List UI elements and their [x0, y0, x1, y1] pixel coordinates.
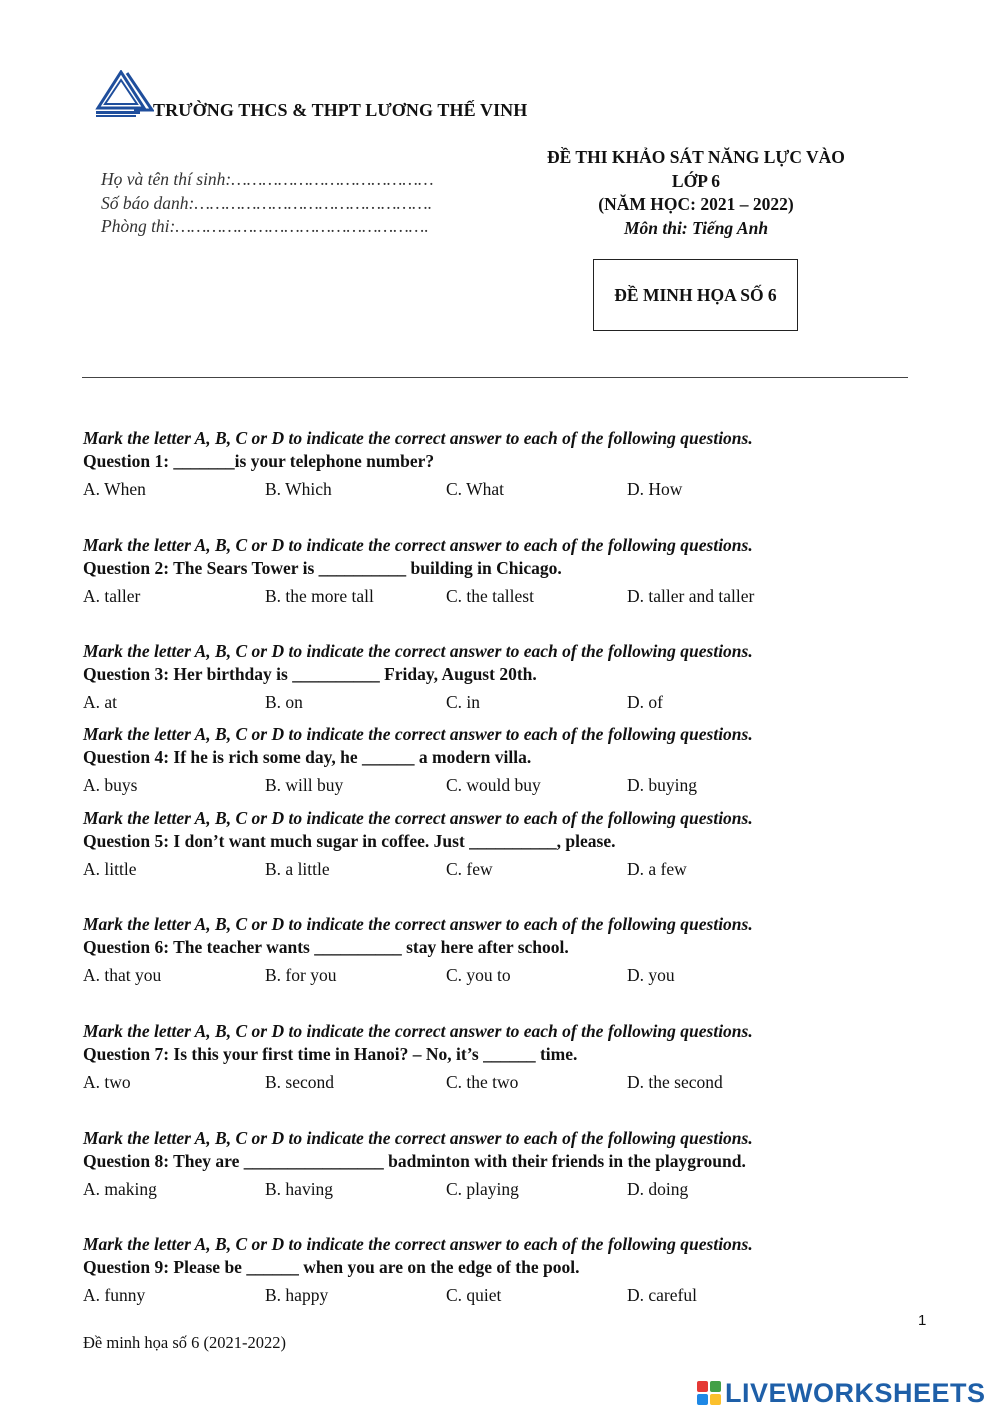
question-stem: Question 6: The teacher wants __________ stay here after school. [83, 937, 569, 957]
option-b[interactable]: B. having [265, 1179, 334, 1199]
question-block [83, 723, 923, 799]
option-c[interactable]: C. in [446, 692, 481, 712]
liveworksheets-wordmark: LIVEWORKSHEETS [725, 1377, 986, 1408]
option-c[interactable]: C. What [446, 479, 505, 499]
option-c[interactable]: C. would buy [446, 775, 541, 795]
exam-title-block [500, 146, 892, 240]
question-stem: Question 2: The Sears Tower is __________ building in Chicago. [83, 558, 562, 578]
sample-exam-box: ĐỀ MINH HỌA SỐ 6 [593, 259, 798, 331]
page-number: 1 [918, 1312, 927, 1329]
question-block [83, 807, 923, 883]
question-instruction: Mark the letter A, B, C or D to indicate the correct answer to each of the following questions. [83, 641, 753, 661]
question-instruction: Mark the letter A, B, C or D to indicate the correct answer to each of the following questions. [83, 535, 753, 555]
option-d[interactable]: D. careful [627, 1285, 697, 1305]
question-instruction: Mark the letter A, B, C or D to indicate the correct answer to each of the following questions. [83, 1234, 753, 1254]
candidate-number-field: Số báo danh:………………………………………. [101, 192, 433, 213]
question-block [83, 1127, 923, 1203]
question-instruction: Mark the letter A, B, C or D to indicate the correct answer to each of the following questions. [83, 428, 753, 448]
question-block [83, 913, 923, 989]
option-d[interactable]: D. taller and taller [627, 586, 755, 606]
option-c[interactable]: C. the tallest [446, 586, 534, 606]
answer-options [83, 586, 923, 610]
question-stem: Question 4: If he is rich some day, he ______ a modern villa. [83, 747, 532, 767]
option-d[interactable]: D. doing [627, 1179, 689, 1199]
option-a[interactable]: A. buys [83, 775, 138, 795]
option-d[interactable]: D. the second [627, 1072, 723, 1092]
question-instruction: Mark the letter A, B, C or D to indicate the correct answer to each of the following questions. [83, 724, 753, 744]
option-d[interactable]: D. buying [627, 775, 697, 795]
option-c[interactable]: C. you to [446, 965, 511, 985]
answer-options [83, 965, 923, 989]
question-instruction: Mark the letter A, B, C or D to indicate the correct answer to each of the following questions. [83, 1021, 753, 1041]
exam-subject: Môn thi: Tiếng Anh [623, 217, 769, 238]
option-c[interactable]: C. quiet [446, 1285, 502, 1305]
question-instruction: Mark the letter A, B, C or D to indicate the correct answer to each of the following questions. [83, 1128, 753, 1148]
question-block [83, 534, 923, 610]
option-d[interactable]: D. a few [627, 859, 687, 879]
option-d[interactable]: D. you [627, 965, 675, 985]
exam-title-line: (NĂM HỌC: 2021 – 2022) [598, 194, 794, 214]
student-info-fields [101, 168, 434, 239]
option-b[interactable]: B. second [265, 1072, 335, 1092]
question-stem: Question 9: Please be ______ when you are on the edge of the pool. [83, 1257, 580, 1277]
school-logo-icon [94, 70, 154, 118]
option-c[interactable]: C. the two [446, 1072, 519, 1092]
question-stem: Question 1: _______is your telephone number? [83, 451, 435, 471]
answer-options [83, 1285, 923, 1309]
document-footer-label: Đề minh họa số 6 (2021-2022) [83, 1333, 287, 1352]
option-b[interactable]: B. the more tall [265, 586, 374, 606]
question-stem: Question 3: Her birthday is __________ Friday, August 20th. [83, 664, 537, 684]
answer-options [83, 859, 923, 883]
exam-title-line: ĐỀ THI KHẢO SÁT NĂNG LỰC VÀO [547, 147, 845, 167]
answer-options [83, 775, 923, 799]
option-b[interactable]: B. for you [265, 965, 337, 985]
question-instruction: Mark the letter A, B, C or D to indicate the correct answer to each of the following questions. [83, 808, 753, 828]
option-a[interactable]: A. funny [83, 1285, 146, 1305]
question-block [83, 1020, 923, 1096]
question-stem: Question 7: Is this your first time in Hanoi? – No, it’s ______ time. [83, 1044, 578, 1064]
option-c[interactable]: C. playing [446, 1179, 519, 1199]
question-block [83, 640, 923, 716]
liveworksheets-brand[interactable] [697, 1376, 986, 1410]
question-block [83, 427, 923, 503]
option-d[interactable]: D. How [627, 479, 683, 499]
exam-room-field: Phòng thi:…………………………………………. [101, 216, 429, 236]
school-name: TRƯỜNG THCS & THPT LƯƠNG THẾ VINH [153, 100, 528, 120]
option-c[interactable]: C. few [446, 859, 493, 879]
question-stem: Question 5: I don’t want much sugar in coffee. Just __________, please. [83, 831, 616, 851]
question-stem: Question 8: They are ________________ badminton with their friends in the playground. [83, 1151, 746, 1171]
option-a[interactable]: A. When [83, 479, 146, 499]
option-a[interactable]: A. two [83, 1072, 131, 1092]
option-a[interactable]: A. that you [83, 965, 162, 985]
answer-options [83, 1072, 923, 1096]
option-b[interactable]: B. happy [265, 1285, 329, 1305]
answer-options [83, 692, 923, 716]
option-b[interactable]: B. Which [265, 479, 332, 499]
option-d[interactable]: D. of [627, 692, 663, 712]
question-block [83, 1233, 923, 1309]
option-b[interactable]: B. on [265, 692, 303, 712]
option-b[interactable]: B. will buy [265, 775, 344, 795]
student-name-field: Họ và tên thí sinh:………………………………… [101, 169, 434, 189]
option-b[interactable]: B. a little [265, 859, 330, 879]
exam-title-line: LỚP 6 [671, 170, 721, 191]
option-a[interactable]: A. little [83, 859, 137, 879]
liveworksheets-logo-icon [697, 1381, 721, 1405]
answer-options [83, 1179, 923, 1203]
answer-options [83, 479, 923, 503]
question-instruction: Mark the letter A, B, C or D to indicate the correct answer to each of the following questions. [83, 914, 753, 934]
option-a[interactable]: A. taller [83, 586, 141, 606]
header-divider [82, 377, 908, 378]
option-a[interactable]: A. at [83, 692, 118, 712]
option-a[interactable]: A. making [83, 1179, 157, 1199]
